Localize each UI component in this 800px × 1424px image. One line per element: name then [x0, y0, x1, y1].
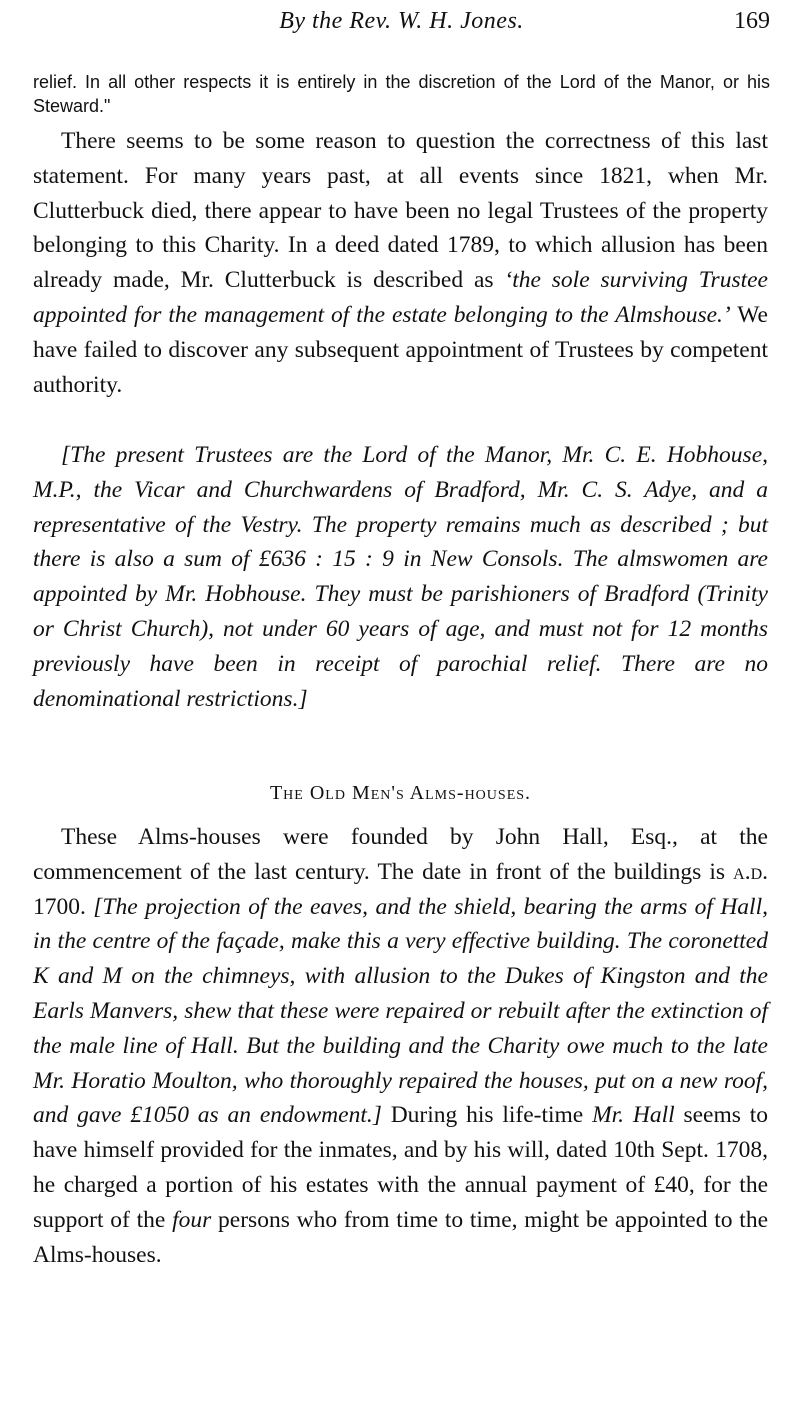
running-title: By the Rev. W. H. Jones. — [279, 8, 524, 34]
quoted-text-continuation: relief. In all other respects it is entirely in the discretion of the Lord of the Manor, or his Steward." — [33, 72, 770, 116]
editorial-note: [The present Trustees are the Lord of the Manor, Mr. C. E. Hobhouse, M.P., the Vicar and Churchwardens of Bradford, Mr. C. S. Adye, and a representative of the Vestry. The property remains much as described ; but there is also a sum of £636 : 15 : 9 in New Consols. The almswomen are appointed by Mr. Hobhouse. They must be parishioners of Bradford (Trinity or Christ Church), not under 60 years of age, and must not for 12 months previously have been in receipt of parochial relief. There are no denominational restrictions.] — [33, 442, 768, 712]
paragraph-present-trustees — [33, 438, 768, 716]
paragraph-trustees-question — [33, 124, 768, 402]
era-abbreviation: a.d. — [733, 858, 768, 885]
running-head — [33, 8, 770, 40]
page-number: 169 — [734, 8, 770, 34]
paragraph-old-mens-almshouses — [33, 820, 768, 1272]
paragraph-text-end: We have failed to discover any subsequent appointment of Trustees by competent authority. — [33, 301, 768, 398]
paragraph-text: During his life-time — [381, 1102, 593, 1129]
paragraph-text: These Alms-houses were founded by John Hall, Esq., at the commencement of the last century. The date in front of the buildings is — [33, 824, 768, 885]
paragraph-text: There seems to be some reason to question the correctness of this last statement. For many years past, at all events since 1821, when Mr. Clutterbuck died, there appear to have been no legal Trustees of the property belonging to this Charity. In a deed dated 1789, to which allusion has been already made, Mr. Clutterbuck is described as — [33, 128, 768, 294]
editorial-note: [The projection of the eaves, and the shield, bearing the arms of Hall, in the centre of the façade, make this a very effective building. The coronetted K and M on the chimneys, with allusion to the Dukes of Kingston and the Earls Manvers, shew that these were repaired or rebuilt after the extinction of the male line of Hall. But the building and the Charity owe much to the late Mr. Horatio Moulton, who thoroughly repaired the houses, put on a new roof, and gave £1050 as an endowment.] — [33, 893, 768, 1129]
name-italic: Mr. Hall — [592, 1102, 675, 1129]
section-heading: The Old Men's Alms-houses. — [269, 782, 532, 804]
paragraph-text: seems to have himself provided for the inmates, and by his will, dated 10th Sept. 1708, he charged a portion of his estates with the annual payment of £40, for the support of the — [33, 1102, 768, 1233]
paragraph-text-end: persons who from time to time, might be appointed to the Alms-houses. — [33, 1206, 769, 1268]
deed-quotation: ‘the sole surviving Trustee appointed for the management of the estate belonging to the Almshouse.’ — [33, 267, 768, 328]
paragraph-text: 1700. — [33, 893, 94, 920]
emphasis-four: four — [172, 1206, 212, 1233]
